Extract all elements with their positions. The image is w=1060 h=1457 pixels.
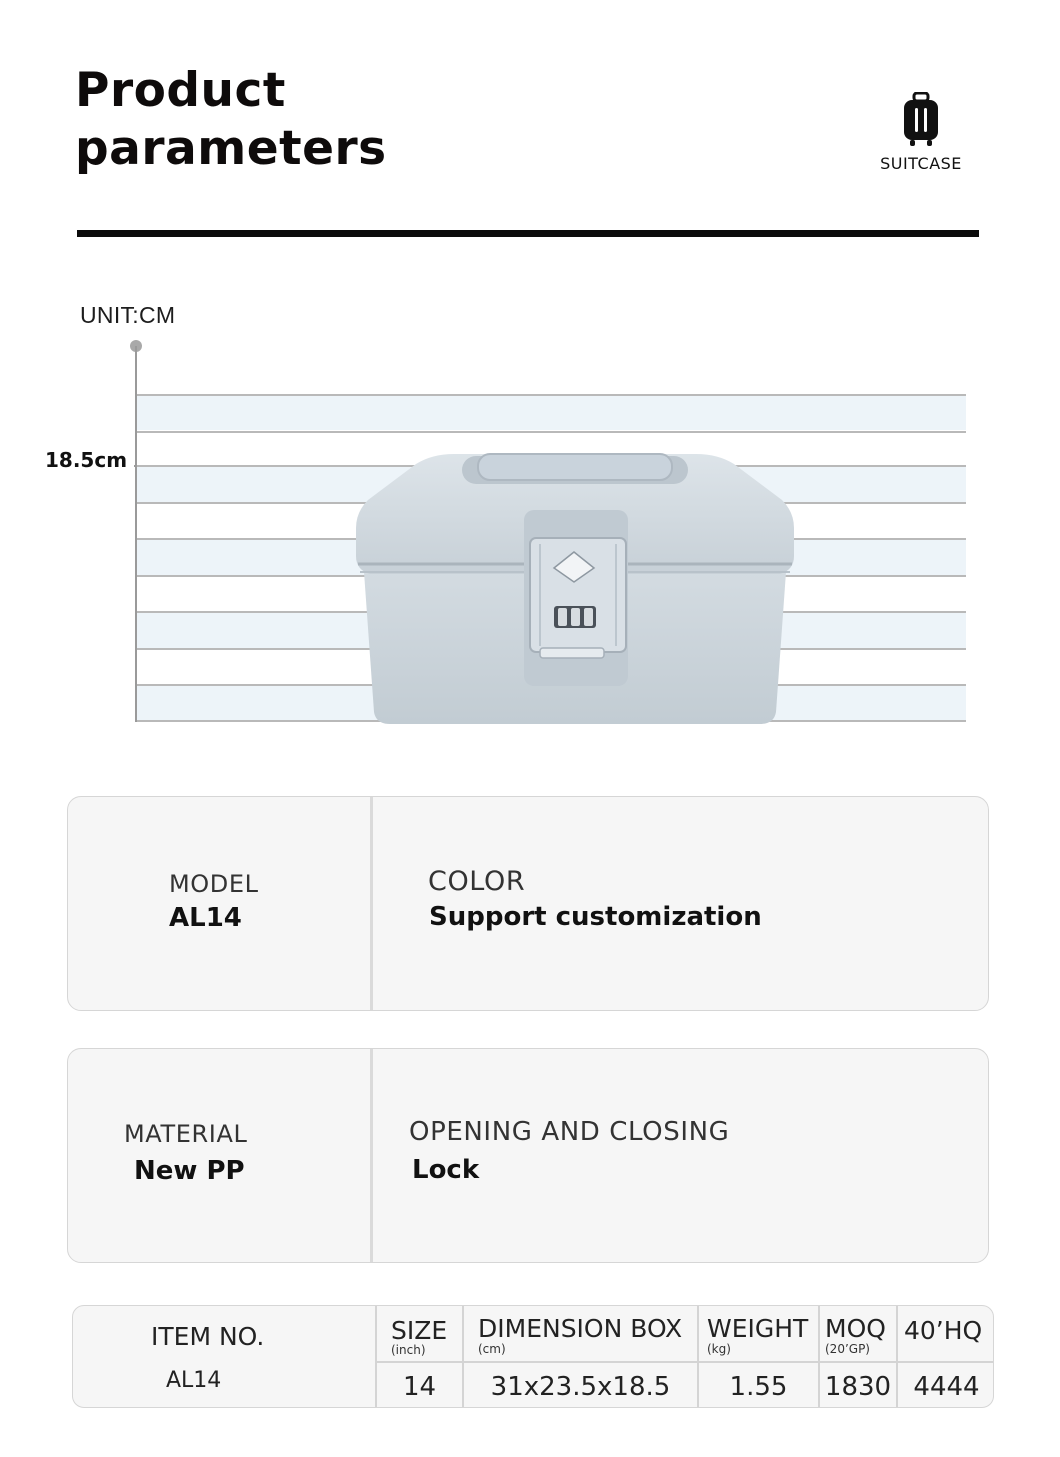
weight-value: 1.55 bbox=[729, 1372, 788, 1402]
unit-label: UNIT:CM bbox=[80, 302, 176, 328]
grid-line bbox=[137, 431, 966, 433]
card-divider bbox=[370, 797, 373, 1010]
row-divider bbox=[377, 1361, 994, 1363]
item-no-header: ITEM NO. bbox=[151, 1322, 265, 1351]
item-no-value: AL14 bbox=[166, 1368, 222, 1393]
size-unit: (inch) bbox=[391, 1343, 426, 1357]
color-value: Support customization bbox=[429, 902, 762, 932]
brand-label: SUITCASE bbox=[880, 154, 962, 173]
product-image bbox=[354, 452, 796, 726]
material-label: MATERIAL bbox=[124, 1120, 248, 1148]
suitcase-icon bbox=[902, 92, 940, 148]
weight-header: WEIGHT bbox=[707, 1314, 809, 1343]
material-value: New PP bbox=[134, 1156, 245, 1186]
moq-unit: (20’GP) bbox=[825, 1342, 870, 1356]
title-line-2: parameters bbox=[75, 121, 387, 176]
card-divider bbox=[370, 1049, 373, 1262]
color-label: COLOR bbox=[428, 866, 526, 897]
grid-band bbox=[137, 394, 966, 430]
size-header: SIZE bbox=[391, 1316, 448, 1345]
grid-line bbox=[137, 394, 966, 396]
title-line-1: Product bbox=[75, 63, 286, 118]
opening-closing-value: Lock bbox=[412, 1155, 480, 1185]
model-label: MODEL bbox=[169, 870, 259, 898]
model-value: AL14 bbox=[169, 903, 242, 933]
opening-closing-label: OPENING AND CLOSING bbox=[409, 1117, 730, 1147]
page-title bbox=[75, 62, 387, 178]
dimension-box-header: DIMENSION BOX bbox=[478, 1314, 683, 1343]
brand-badge bbox=[870, 92, 972, 173]
moq-value: 1830 bbox=[824, 1372, 892, 1402]
param-card-material-opening bbox=[67, 1048, 989, 1263]
hq-header: 40’HQ bbox=[904, 1316, 983, 1345]
header-divider bbox=[77, 230, 979, 237]
weight-unit: (kg) bbox=[707, 1342, 731, 1356]
size-value: 14 bbox=[402, 1372, 437, 1402]
moq-header: MOQ bbox=[825, 1314, 886, 1343]
dimension-box-value: 31x23.5x18.5 bbox=[490, 1372, 671, 1402]
param-card-model-color bbox=[67, 796, 989, 1011]
hq-value: 4444 bbox=[913, 1372, 980, 1402]
spec-table bbox=[72, 1305, 994, 1408]
height-label: 18.5cm bbox=[45, 448, 128, 472]
dimension-box-unit: (cm) bbox=[478, 1342, 506, 1356]
